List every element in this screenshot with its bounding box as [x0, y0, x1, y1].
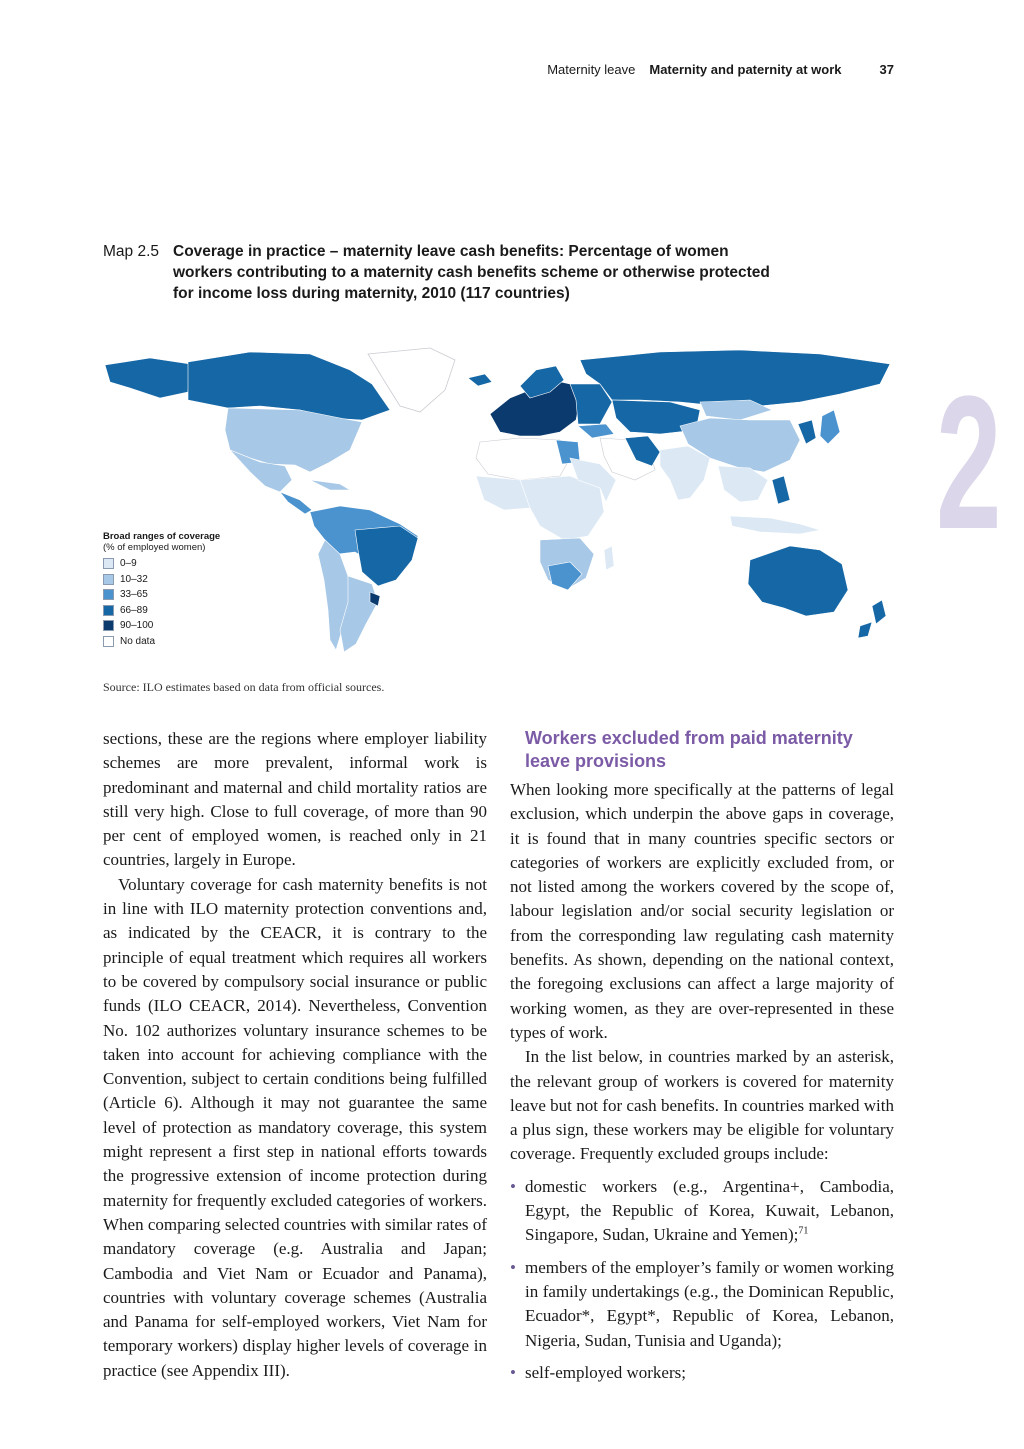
header-section: Maternity leave	[547, 61, 636, 77]
body-paragraph: In the list below, in countries marked by an asterisk, the relevant group of workers is covered for maternity leave but not for cash benefits. In countries marked with a plus sign, these workers may be eligible for voluntary coverage. Frequently excluded groups include:	[510, 1047, 894, 1164]
list-item	[510, 1361, 894, 1385]
legend-label: 10–32	[120, 573, 148, 585]
legend-swatch	[103, 558, 114, 569]
legend-item	[103, 572, 263, 588]
legend-item	[103, 634, 263, 650]
map-caption-text: Coverage in practice – maternity leave cash benefits: Percentage of women workers contributing to a maternity cash benefits scheme or otherwise protected for income loss during maternity, 2010 (117 countries)	[173, 243, 770, 302]
map-alaska	[105, 358, 190, 398]
map-turkey	[578, 424, 614, 438]
footnote-ref[interactable]: 71	[798, 1225, 809, 1237]
legend-label: 66–89	[120, 604, 148, 616]
map-japan	[820, 410, 840, 444]
list-item	[510, 1175, 894, 1248]
map-korea-japan	[798, 420, 816, 444]
legend-swatch	[103, 589, 114, 600]
legend-item	[103, 618, 263, 634]
legend-swatch	[103, 636, 114, 647]
map-caption-label: Map 2.5	[103, 243, 160, 260]
right-column	[510, 727, 894, 1393]
list-item-text: self-employed workers;	[525, 1362, 686, 1382]
map-philippines	[772, 476, 790, 504]
legend-title: Broad ranges of coverage	[103, 531, 221, 542]
legend-label: 90–100	[120, 620, 154, 632]
map-caption	[103, 241, 783, 304]
list-item-text: domestic workers (e.g., Argentina+, Cambodia, Egypt, the Republic of Korea, Kuwait, Lebanon, Singapore, Sudan, Ukraine and Yemen);	[525, 1176, 894, 1245]
map-new-zealand-south	[858, 622, 872, 638]
legend-label: 33–65	[120, 589, 148, 601]
map-australia	[748, 546, 848, 616]
map-legend	[103, 531, 263, 649]
map-source-note: Source: ILO estimates based on data from official sources.	[103, 680, 385, 694]
legend-swatch	[103, 605, 114, 616]
header-chapter-title: Maternity and paternity at work	[649, 61, 842, 77]
section-heading: Workers excluded from paid maternity leave provisions	[525, 728, 853, 771]
map-indonesia	[730, 516, 820, 534]
legend-swatch	[103, 574, 114, 585]
map-india	[660, 446, 710, 500]
legend-label: 0–9	[120, 558, 137, 570]
chapter-number-marker: 2	[936, 357, 1002, 569]
map-russia	[580, 350, 890, 406]
body-paragraph: Voluntary coverage for cash maternity benefits is not in line with ILO maternity protection conventions and, as indicated by the CEACR, it is contrary to the principle of equal treatment which requires all workers to be covered by compulsory social insurance or public funds (ILO CEACR, 2014). Nevertheless, Convention No. 102 authorizes voluntary insurance schemes to be taken into account for achieving compliance with the Convention, subject to certain conditions being fulfilled (Article 6). Although it may not guarantee the same level of protection as mandatory coverage, this system might represent a first step in national efforts towards the progressive extension of income protection during maternity for frequently excluded categories of workers. When comparing selected countries with similar rates of mandatory coverage (e.g. Australia and Japan; Cambodia and Viet Nam or Ecuador and Panama), countries with voluntary coverage schemes (Australia and Panama for self-employed workers, Viet Nam for temporary workers) display higher levels of coverage in practice (see Appendix III).	[103, 874, 487, 1380]
map-iceland	[468, 374, 492, 386]
map-caribbean	[310, 480, 350, 490]
map-brazil	[355, 526, 418, 586]
legend-item	[103, 587, 263, 603]
body-paragraph: sections, these are the regions where employer liability schemes are more prevalent, informal work is predominant and maternal and child mortality ratios are still very high. Close to full coverage, of more than 90 per cent of employed women, is reached only in 21 countries, largely in Europe.	[103, 729, 487, 870]
left-column	[103, 727, 487, 1383]
excluded-groups-list	[510, 1175, 894, 1385]
map-central-africa	[520, 476, 604, 540]
legend-label: No data	[120, 635, 156, 647]
map-new-zealand	[872, 600, 886, 624]
page-number: 37	[879, 61, 894, 77]
legend-subtitle: (% of employed women)	[103, 542, 206, 553]
list-item	[510, 1256, 894, 1353]
legend-item	[103, 556, 263, 572]
legend-item	[103, 603, 263, 619]
map-north-africa	[476, 438, 570, 480]
body-paragraph: When looking more specifically at the patterns of legal exclusion, which underpin the above gaps in coverage, it is found that in many countries specific sectors or categories of workers are explicitly excluded from, or not listed among the workers covered by the scope of, labour legislation and/or social security legislation or from the corresponding law regulating cash maternity benefits. As shown, depending on the national context, the foregoing exclusions can affect a large majority of working women, as they are over-represented in these types of work.	[510, 780, 894, 1042]
legend-swatch	[103, 620, 114, 631]
list-item-text: members of the employer’s family or women working in family undertakings (e.g., the Dominican Republic, Ecuador*, Egypt*, Republic of Korea, Lebanon, Nigeria, Sudan, Tunisia and Uganda);	[525, 1257, 894, 1350]
running-header	[480, 58, 894, 80]
map-madagascar	[604, 546, 614, 570]
map-central-america	[280, 492, 312, 514]
